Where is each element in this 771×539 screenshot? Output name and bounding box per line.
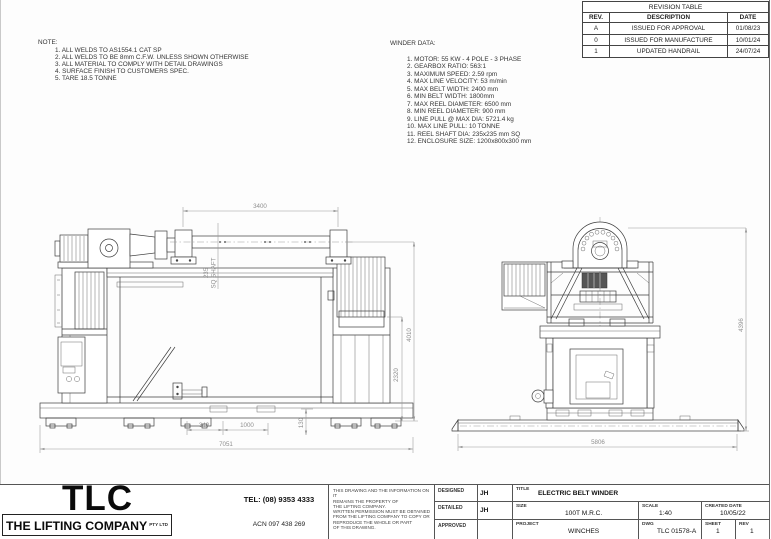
revision-description: ISSUED FOR MANUFACTURE [624, 36, 713, 44]
revision-rev: 1 [583, 46, 610, 57]
notes-section [38, 40, 249, 82]
copyright-line: WRITTEN PERMISSION MUST BE OBTAINED [333, 509, 431, 515]
dim-235: 235 [203, 267, 210, 279]
approved-label: APPROVED [438, 523, 467, 529]
revision-description: ISSUED FOR APPROVAL [631, 24, 706, 32]
created-date-label: CREATED DATE [705, 504, 742, 509]
designed-row [435, 485, 512, 502]
winder-data-item: MAX BELT WIDTH: 2400 mm [414, 85, 499, 93]
copyright-line: THE LIFTING COMPANY. [333, 503, 386, 509]
project-value: WINCHES [568, 528, 600, 535]
motor-gearbox [55, 229, 176, 268]
detailed-row [435, 502, 512, 520]
side-motor [532, 390, 544, 402]
size-label: SIZE [516, 504, 527, 509]
size-value: 100T M.R.C. [565, 510, 603, 517]
revision-col-rev: REV. [583, 13, 610, 22]
dwg-label: DWG [642, 522, 654, 527]
scale-value: 1:40 [659, 510, 672, 517]
dim-7051: 7051 [219, 441, 233, 448]
winder-data-item: MAX LINE PULL: 10 TONNE [417, 123, 500, 130]
winder-data-item: LINE PULL @ MAX DIA: 5721.4 kg [414, 115, 514, 123]
winder-data-item: MAX LINE VELOCITY: 53 m/min [414, 78, 507, 85]
company-suffix: PTY LTD [149, 522, 168, 527]
copyright-line: REPRODUCE THE WHOLE OR PART [333, 519, 413, 525]
acn-number: ACN 097 438 269 [252, 521, 306, 528]
base-frame [547, 408, 653, 420]
revision-row [583, 46, 768, 57]
sheet-label: SHEET [705, 522, 721, 527]
revision-rev: A [583, 23, 610, 34]
winder-data-item: MOTOR: 55 KW - 4 POLE - 3 PHASE [414, 55, 522, 63]
revision-row [583, 35, 768, 47]
dim-2320: 2320 [393, 368, 400, 382]
company-name-box [2, 514, 172, 536]
notes-heading: NOTE: [38, 39, 58, 46]
dim-340: 340 [198, 422, 210, 429]
revision-col-date: DATE [727, 13, 768, 22]
winder-motor-block [582, 273, 607, 288]
created-date-value: 10/05/22 [720, 510, 746, 517]
bearing-housing [562, 222, 638, 268]
dim-3400: 3400 [253, 203, 267, 210]
approved-row [435, 520, 512, 539]
winder-data-item: MIN BELT WIDTH: 1800mm [414, 93, 495, 100]
note-item: ALL MATERIAL TO COMPLY WITH DETAIL DRAWINGS [61, 60, 223, 68]
dim-130: 130 [298, 417, 305, 429]
dwg-number: TLC 01578-A [657, 528, 697, 535]
revision-date: 24/07/24 [727, 46, 768, 57]
winder-data-section [390, 40, 531, 146]
dwg-cell [638, 520, 701, 539]
dim-1000: 1000 [240, 422, 254, 429]
dim-4396: 4396 [738, 318, 745, 332]
revision-col-description: DESCRIPTION [646, 14, 691, 21]
revision-description: UPDATED HANDRAIL [636, 48, 701, 56]
revision-row [583, 23, 768, 35]
dim-5806: 5806 [591, 439, 605, 446]
dim-4010: 4010 [406, 328, 413, 342]
size-cell [513, 502, 638, 519]
note-item: SURFACE FINISH TO CUSTOMERS SPEC. [62, 67, 189, 75]
project-label: PROJECT [516, 522, 539, 527]
rev-number: 1 [750, 528, 754, 535]
sheet-cell [701, 520, 735, 539]
sheet-border-left [0, 0, 1, 539]
winder-data-item: MIN REEL DIAMETER: 900 mm [414, 108, 506, 115]
revision-rev: 0 [583, 35, 610, 46]
winder-data-item: REEL SHAFT DIA: 235x235 mm SQ [417, 130, 521, 138]
winder-data-heading: WINDER DATA: [390, 40, 436, 47]
dim-sq-shaft: SQ SHAFT [210, 257, 218, 289]
designed-value: JH [480, 490, 489, 497]
drawing-title: ELECTRIC BELT WINDER [538, 490, 619, 497]
winder-data-item: ENCLOSURE SIZE: 1200x800x300 mm [417, 138, 532, 145]
contact-cell [230, 485, 328, 539]
company-logo: TLC [61, 479, 134, 518]
enclosure-body [532, 338, 654, 408]
winder-data-item: MAX REEL DIAMETER: 6500 mm [414, 100, 512, 108]
winder-data-item: MAXIMUM SPEED: 2.59 rpm [414, 70, 498, 78]
project-cell [513, 520, 638, 539]
company-name: THE LIFTING COMPANY [6, 519, 148, 533]
winder-frame-opening [107, 268, 333, 403]
base-skid [40, 403, 413, 428]
winder-data-item: GEARBOX RATIO: 563:1 [414, 63, 487, 70]
copyright-notice [328, 485, 435, 539]
note-item: TARE 18.5 TONNE [62, 74, 117, 82]
created-date-cell [701, 502, 770, 519]
copyright-line: THIS DRAWING AND THE INFORMATION ON IT [333, 488, 430, 499]
left-frame [55, 268, 107, 403]
sheet-number: 1 [716, 528, 720, 535]
note-item: ALL WELDS TO AS1554.1 CAT SP [61, 46, 162, 54]
scale-label: SCALE [642, 504, 659, 509]
revision-date: 01/08/23 [727, 23, 768, 34]
signature-cells [435, 485, 512, 539]
revision-table [582, 1, 769, 58]
rev-cell [735, 520, 770, 539]
front-elevation-drawing [25, 195, 425, 461]
winder-shaft [170, 230, 355, 264]
detailed-value: JH [480, 507, 489, 514]
note-item: ALL WELDS TO BE 8mm C.F.W. UNLESS SHOWN OTHERWISE [61, 53, 249, 61]
copyright-line: FROM THE LIFTING COMPANY TO COPY OR [333, 514, 430, 520]
access-platform [502, 262, 547, 310]
scale-cell [638, 502, 701, 519]
revision-date: 10/01/24 [727, 35, 768, 46]
drawing-fields [512, 485, 769, 539]
side-elevation-drawing [450, 205, 771, 460]
rev-label: REV [739, 522, 749, 527]
logo-cell [0, 479, 230, 539]
designed-label: DESIGNED [438, 488, 465, 494]
title-block [0, 479, 769, 539]
copyright-line: REMAINS THE PROPERTY OF [333, 498, 399, 504]
copyright-line: OF THIS DRAWING. [333, 525, 376, 531]
right-frame [328, 257, 390, 403]
title-label: TITLE [516, 487, 530, 492]
revision-table-title: REVISION TABLE [648, 3, 703, 11]
detailed-label: DETAILED [438, 505, 463, 511]
phone-number: TEL: (08) 9353 4333 [243, 495, 315, 504]
title-cell [513, 485, 770, 502]
